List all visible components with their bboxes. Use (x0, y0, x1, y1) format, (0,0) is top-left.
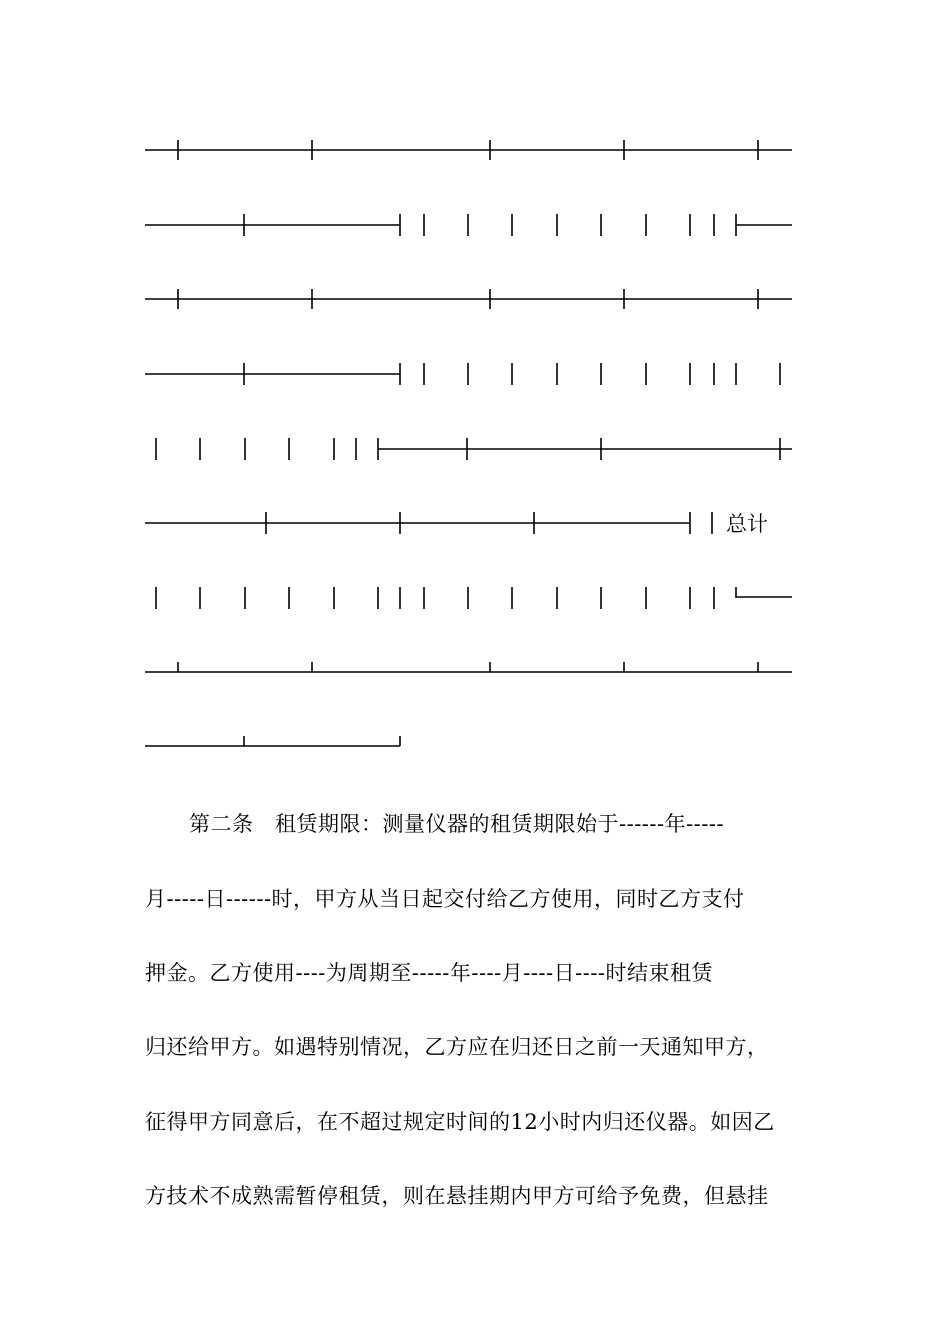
article-2-line-2: 月-----日------时，甲方从当日起交付给乙方使用，同时乙方支付 (145, 887, 745, 911)
table-rule-row-5 (156, 438, 792, 460)
table-rule-row-4 (145, 363, 780, 385)
article-2-line-6: 方技术不成熟需暂停租赁，则在悬挂期内甲方可给予免费，但悬挂 (145, 1184, 769, 1208)
table-rule-row-6 (145, 512, 712, 534)
article-2-line-1: 第二条 租赁期限：测量仪器的租赁期限始于------年----- (189, 812, 725, 836)
table-rule-row-1 (145, 140, 792, 160)
article-2-line-3: 押金。乙方使用----为周期至-----年----月----日----时结束租赁 (145, 961, 714, 985)
table-rule-row-2 (145, 214, 792, 236)
article-2-line-5: 征得甲方同意后，在不超过规定时间的12小时内归还仪器。如因乙 (145, 1110, 775, 1134)
total-label: 总计 (726, 512, 768, 536)
table-rule-row-8 (145, 662, 792, 672)
table-rule-row-3 (145, 289, 792, 309)
article-2-line-4: 归还给甲方。如遇特别情况，乙方应在归还日之前一天通知甲方， (145, 1035, 769, 1059)
table-rule-row-9 (145, 736, 400, 746)
table-rule-row-7 (156, 587, 792, 609)
